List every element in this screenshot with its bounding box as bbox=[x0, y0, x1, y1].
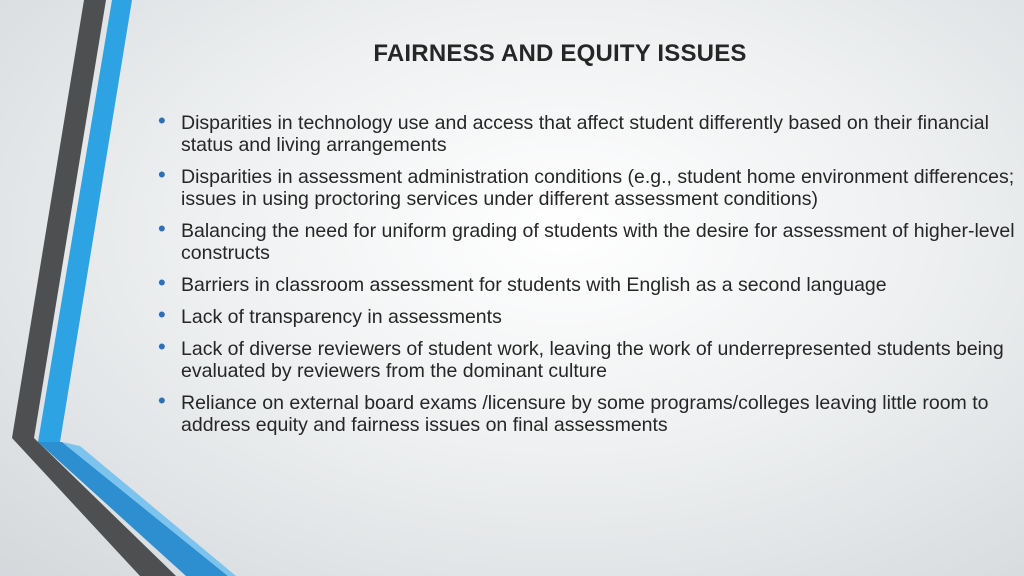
bullet-icon: • bbox=[158, 302, 166, 327]
bullet-icon: • bbox=[158, 216, 166, 241]
bullet-item bbox=[156, 108, 1016, 156]
bullet-text: Barriers in classroom assessment for students with English as a second language bbox=[181, 274, 887, 296]
bullet-item bbox=[156, 162, 1016, 210]
bullet-text: Reliance on external board exams /licensure by some programs/colleges leaving little room to address equity and fairness issues on final assessments bbox=[181, 392, 989, 436]
bullet-text: Balancing the need for uniform grading of students with the desire for assessment of higher-level constructs bbox=[181, 220, 1015, 264]
bullet-item bbox=[156, 302, 1016, 328]
bullet-text: Lack of transparency in assessments bbox=[181, 306, 502, 328]
bullet-item bbox=[156, 270, 1016, 296]
slide-title: FAIRNESS AND EQUITY ISSUES bbox=[373, 40, 747, 67]
bullet-icon: • bbox=[158, 270, 166, 295]
bullet-item bbox=[156, 216, 1016, 264]
bullet-list bbox=[156, 108, 1016, 446]
bullet-item bbox=[156, 388, 1016, 436]
bullet-text: Disparities in assessment administration conditions (e.g., student home environment differences; issues in using proctoring services under different assessment conditions) bbox=[181, 166, 1015, 210]
bullet-icon: • bbox=[158, 162, 166, 187]
bullet-icon: • bbox=[158, 388, 166, 413]
bullet-icon: • bbox=[158, 108, 166, 133]
bullet-text: Lack of diverse reviewers of student work, leaving the work of underrepresented students being evaluated by reviewers from the dominant culture bbox=[181, 338, 1004, 382]
bullet-icon: • bbox=[158, 334, 166, 359]
bullet-item bbox=[156, 334, 1016, 382]
bullet-text: Disparities in technology use and access that affect student differently based on their financial status and living arrangements bbox=[181, 112, 989, 156]
